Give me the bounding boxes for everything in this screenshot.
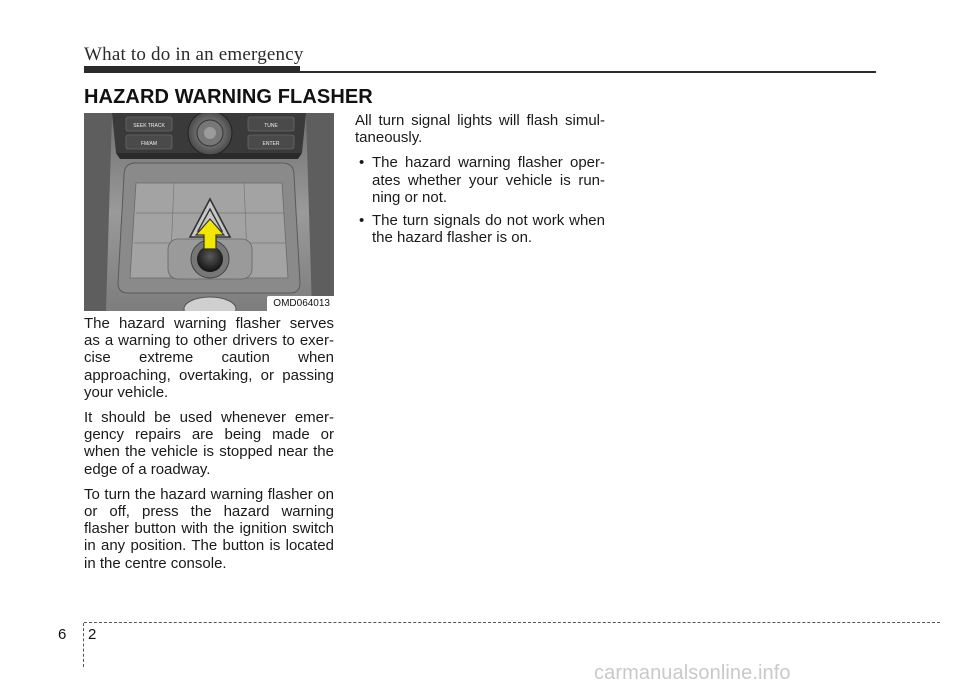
figure-caption: OMD064013	[267, 296, 334, 311]
footer-rule	[84, 622, 940, 623]
fm-am-label: FM/AM	[140, 141, 158, 147]
section-header: What to do in an emergency	[84, 44, 304, 65]
bullet-marker: •	[359, 212, 365, 230]
paragraph-purpose: The hazard warning flasher serves as a warning to other drivers to exer-cise extreme caution when approaching, overtaking, or passing your vehicle.	[84, 315, 334, 401]
right-column	[355, 112, 605, 252]
page-title: HAZARD WARNING FLASHER	[84, 86, 373, 108]
tune-label: TUNE	[264, 123, 278, 129]
header-rule-thin	[84, 71, 876, 73]
left-column	[84, 315, 334, 580]
list-item	[355, 154, 605, 206]
center-console-illustration	[84, 113, 334, 311]
paragraph-when-to-use: It should be used whenever emer-gency repairs are being made or when the vehicle is stopped near the edge of a roadway.	[84, 409, 334, 478]
watermark: carmanualsonline.info	[594, 662, 791, 684]
list-item-text: The turn signals do not work when the hazard flasher is on.	[372, 212, 605, 247]
list-item	[355, 212, 605, 246]
bullet-marker: •	[359, 154, 365, 172]
footer-divider	[83, 623, 84, 667]
chapter-number: 6	[58, 626, 67, 643]
notes-list	[355, 154, 605, 246]
list-item-text: The hazard warning flasher oper-ates whether your vehicle is run-ning or not.	[372, 154, 605, 206]
hazard-button-figure	[84, 113, 334, 311]
paragraph-turn-signals: All turn signal lights will flash simul-taneously.	[355, 112, 605, 147]
seek-track-label: SEEK TRACK	[133, 123, 165, 129]
page-number: 2	[88, 626, 97, 643]
paragraph-how-to-operate: To turn the hazard warning flasher on or off, press the hazard warning flasher button with the ignition switch in any position. The button is located in the centre console.	[84, 485, 334, 572]
enter-label: ENTER	[262, 141, 280, 147]
